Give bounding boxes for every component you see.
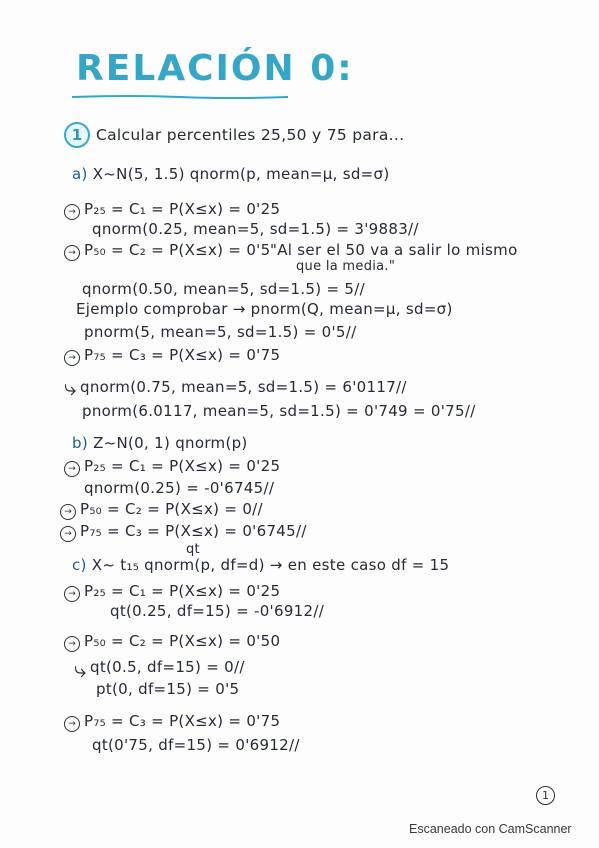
arrow-bullet-icon: → xyxy=(64,245,80,261)
part-a-p50-note-2: que la media." xyxy=(296,259,396,274)
page-title: RELACIÓN 0: xyxy=(76,48,354,89)
part-b-label: b) xyxy=(72,434,88,452)
part-c-p50-equation: P₅₀ = C₂ = P(X≤x) = 0'50 xyxy=(84,632,281,650)
part-a-p75-check: pnorm(6.0117, mean=5, sd=1.5) = 0'749 = 0'75// xyxy=(82,402,476,420)
part-a-p50-equation: P₅₀ = C₂ = P(X≤x) = 0'5 xyxy=(84,241,271,259)
part-b-p25-equation: P₂₅ = C₁ = P(X≤x) = 0'25 xyxy=(84,457,281,475)
part-b-block xyxy=(72,434,248,452)
curved-arrow-icon: ⤷ xyxy=(64,376,77,401)
part-a-p50-note-1: "Al ser el 50 va a salir lo mismo xyxy=(270,241,518,259)
arrow-bullet-icon: → xyxy=(64,461,80,477)
part-c-p25-equation: P₂₅ = C₁ = P(X≤x) = 0'25 xyxy=(84,582,281,600)
exercise-number-badge: 1 xyxy=(64,122,90,148)
part-c-p75-code: qt(0'75, df=15) = 0'6912// xyxy=(92,736,300,754)
exercise-heading: Calcular percentiles 25,50 y 75 para... xyxy=(96,126,405,144)
part-c-p75-equation: P₇₅ = C₃ = P(X≤x) = 0'75 xyxy=(84,712,281,730)
part-a-header: X~N(5, 1.5) qnorm(p, mean=μ, sd=σ) xyxy=(92,165,390,183)
part-a-p50-code: qnorm(0.50, mean=5, sd=1.5) = 5// xyxy=(82,280,365,298)
part-b-p75-equation: P₇₅ = C₃ = P(X≤x) = 0'6745// xyxy=(80,522,307,540)
part-c-header: X~ t₁₅ qnorm(p, df=d) → en este caso df = 15 xyxy=(91,556,450,574)
page-number-badge: 1 xyxy=(536,786,555,805)
part-b-header: Z~N(0, 1) qnorm(p) xyxy=(93,434,248,452)
arrow-bullet-icon: → xyxy=(64,204,80,220)
part-c-p50-code: qt(0.5, df=15) = 0// xyxy=(90,658,245,676)
arrow-bullet-icon: → xyxy=(64,636,80,652)
part-c-header-correction: qt xyxy=(186,542,200,557)
arrow-bullet-icon: → xyxy=(64,586,80,602)
part-b-p50-equation: P₅₀ = C₂ = P(X≤x) = 0// xyxy=(80,500,263,518)
part-c-block xyxy=(72,556,449,574)
camscanner-watermark: Escaneado con CamScanner xyxy=(409,822,572,836)
curved-arrow-icon: ⤷ xyxy=(74,658,87,683)
arrow-bullet-icon: → xyxy=(60,526,76,542)
part-a-p75-equation: P₇₅ = C₃ = P(X≤x) = 0'75 xyxy=(84,346,281,364)
title-block xyxy=(66,40,354,110)
part-c-label: c) xyxy=(72,556,87,574)
part-a-p75-code: qnorm(0.75, mean=5, sd=1.5) = 6'0117// xyxy=(80,378,407,396)
part-a-label: a) xyxy=(72,165,88,183)
part-a-example: Ejemplo comprobar → pnorm(Q, mean=μ, sd=σ) xyxy=(76,300,453,318)
part-a-p50-check: pnorm(5, mean=5, sd=1.5) = 0'5// xyxy=(84,323,357,341)
part-b-p25-code: qnorm(0.25) = -0'6745// xyxy=(84,479,275,497)
arrow-bullet-icon: → xyxy=(60,504,76,520)
part-a-p25-equation: P₂₅ = C₁ = P(X≤x) = 0'25 xyxy=(84,200,281,218)
part-c-p25-code: qt(0.25, df=15) = -0'6912// xyxy=(110,602,325,620)
title-underline xyxy=(70,94,290,100)
part-c-p50-check: pt(0, df=15) = 0'5 xyxy=(96,680,240,698)
arrow-bullet-icon: → xyxy=(64,350,80,366)
part-a-p25-code: qnorm(0.25, mean=5, sd=1.5) = 3'9883// xyxy=(92,220,419,238)
part-a-block xyxy=(72,165,390,183)
arrow-bullet-icon: → xyxy=(64,716,80,732)
